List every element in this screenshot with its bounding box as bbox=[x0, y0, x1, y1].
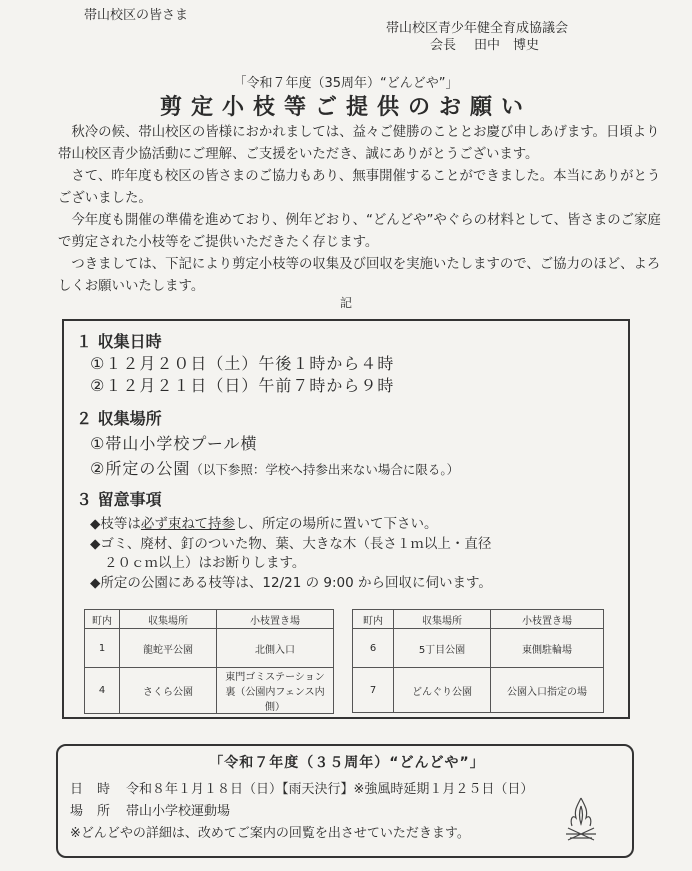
page-title: 剪定小枝等ご提供のお願い bbox=[159, 95, 532, 120]
table-header: 収集場所 bbox=[394, 610, 491, 629]
event-place-label: 場所 bbox=[70, 804, 125, 819]
sender-role: 会長 bbox=[430, 38, 457, 53]
subtitle: 「令和７年度（35周年）“どんどや”」 bbox=[233, 76, 459, 91]
table-cell: 東側駐輪場 bbox=[491, 629, 604, 668]
note-refused-1: ◆ゴミ、廃材、釘のついた物、葉、大きな木（長さ１ｍ以上・直径 bbox=[90, 536, 492, 552]
event-box bbox=[56, 744, 634, 858]
note-bundle-post: し、所定の場所に置いて下さい。 bbox=[235, 516, 438, 532]
collection-place-2 bbox=[90, 456, 459, 479]
note-bundle-underlined: 必ず束ねて持参 bbox=[140, 516, 236, 532]
event-date-value: 令和８年１月１８日（日）【雨天決行】※強風時延期１月２５日（日） bbox=[126, 782, 534, 797]
table-cell: 公園入口指定の場 bbox=[491, 668, 604, 713]
sender-org: 帯山校区青少年健全育成協議会 bbox=[386, 21, 569, 36]
note-bundle-pre: ◆枝等は bbox=[90, 516, 141, 532]
event-date-label: 日時 bbox=[70, 782, 125, 797]
collection-date-1: ①１２月２０日（土）午後１時から４時 bbox=[90, 354, 395, 373]
bonfire-icon bbox=[560, 794, 602, 844]
ki-mark: 記 bbox=[340, 296, 353, 310]
table-cell: さくら公園 bbox=[120, 668, 217, 714]
section2-heading: ２ 収集場所 bbox=[76, 409, 162, 428]
sender-block bbox=[386, 20, 568, 54]
body-paragraph: さて、昨年度も校区の皆さまのご協力もあり、無事開催することができました。本当にありがとうございました。 bbox=[58, 169, 661, 206]
table-cell: 東門ゴミステーション裏（公園内フェンス内側） bbox=[217, 668, 334, 714]
event-place bbox=[70, 800, 230, 819]
table-header: 小枝置き場 bbox=[217, 610, 334, 629]
table-cell: 1 bbox=[85, 629, 120, 668]
note-bundle bbox=[90, 512, 438, 532]
table-cell: どんぐり公園 bbox=[394, 668, 491, 713]
table-header: 小枝置き場 bbox=[491, 610, 604, 629]
body-paragraph: つきましては、下記により剪定小枝等の収集及び回収を実施いたしますので、ご協力のほど、よろしくお願いいたします。 bbox=[58, 257, 661, 294]
table-header: 町内 bbox=[353, 610, 394, 629]
table-header: 収集場所 bbox=[120, 610, 217, 629]
note-refused-2: ２０ｃｍ以上）はお断りします。 bbox=[104, 555, 306, 571]
collection-place-2-note: （以下参照：学校へ持参出来ない場合に限る。） bbox=[190, 462, 460, 477]
body-paragraph: 秋冷の候、帯山校区の皆様におかれましては、益々ご健勝のこととお慶び申しあげます。日頃より帯山校区青少協活動にご理解、ご支援をいただき、誠にありがとうございます。 bbox=[58, 125, 660, 162]
table-cell: 北側入口 bbox=[217, 629, 334, 668]
details-box bbox=[62, 319, 630, 719]
event-note: ※どんどやの詳細は、改めてご案内の回覧を出させていただきます。 bbox=[70, 826, 470, 841]
addressee: 帯山校区の皆さま bbox=[84, 8, 189, 23]
table-cell: 7 bbox=[353, 668, 394, 713]
table-cell: 5丁目公園 bbox=[394, 629, 491, 668]
event-title: 「令和７年度（３５周年）“どんどや”」 bbox=[209, 755, 485, 771]
collection-date-2: ②１２月２１日（日）午前７時から９時 bbox=[90, 376, 395, 395]
table-cell: 6 bbox=[353, 629, 394, 668]
park-table-right bbox=[352, 609, 604, 713]
note-park-pickup: ◆所定の公園にある枝等は、12/21 の 9:00 から回収に伺います。 bbox=[90, 575, 492, 591]
event-date bbox=[70, 778, 533, 797]
table-cell: 龍蛇平公園 bbox=[120, 629, 217, 668]
body-paragraph: 今年度も開催の準備を進めており、例年どおり、“どんどや”やぐらの材料として、皆さまのご家庭で剪定された小枝等をご提供いただきたく存じます。 bbox=[58, 213, 661, 250]
collection-place-1: ①帯山小学校プール横 bbox=[90, 434, 258, 453]
section1-heading: １ 収集日時 bbox=[76, 332, 162, 351]
event-place-value: 帯山小学校運動場 bbox=[126, 804, 231, 819]
section3-heading: ３ 留意事項 bbox=[76, 490, 162, 509]
body-text bbox=[58, 122, 668, 298]
park-table-left bbox=[84, 609, 334, 714]
collection-place-2-label: ②所定の公園 bbox=[90, 459, 191, 478]
sender-name: 田中 博史 bbox=[474, 38, 540, 53]
table-cell: 4 bbox=[85, 668, 120, 714]
table-header: 町内 bbox=[85, 610, 120, 629]
